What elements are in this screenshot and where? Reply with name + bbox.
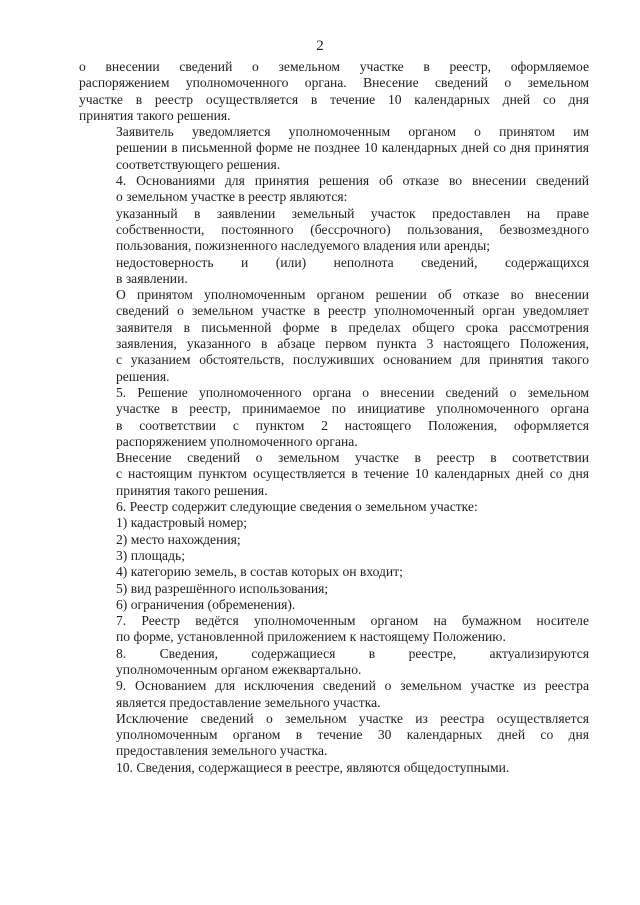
paragraph <box>79 255 589 288</box>
text-line: пользования, пожизненного наследуемого владения или аренды; <box>116 238 490 254</box>
text-line: с настоящим пунктом осуществляется в течение 10 календарных дней со дня <box>116 466 589 482</box>
text-line: решения. <box>116 368 170 384</box>
text-line: распоряжением уполномоченного органа. Внесение сведений о земельном <box>79 75 589 91</box>
paragraph <box>79 613 589 646</box>
paragraph <box>79 548 589 564</box>
text-line: 5) вид разрешённого использования; <box>116 580 329 596</box>
text-line: собственности, постоянного (бессрочного) пользования, безвозмездного <box>116 221 589 237</box>
text-line: 6. Реестр содержит следующие сведения о земельном участке: <box>116 499 478 515</box>
text-line: уполномоченным органом в течение 30 календарных дней со дня <box>116 727 589 743</box>
text-line: соответствующего решения. <box>116 156 281 172</box>
text-line: участке в реестр осуществляется в течение 10 календарных дней со дня <box>79 91 589 107</box>
paragraph <box>79 287 589 385</box>
text-line: 4. Основаниями для принятия решения об отказе во внесении сведений <box>116 173 589 189</box>
paragraph <box>79 515 589 531</box>
paragraph <box>79 532 589 548</box>
text-line: Внесение сведений о земельном участке в реестр в соответствии <box>116 450 589 466</box>
text-line: принятия такого решения. <box>79 107 231 123</box>
paragraph <box>79 124 589 173</box>
text-line: 4) категорию земель, в состав которых он входит; <box>116 564 403 580</box>
text-line: недостоверность и (или) неполнота сведений, содержащихся <box>116 254 589 270</box>
text-line: с указанием обстоятельств, послуживших основанием для принятия такого <box>116 352 589 368</box>
paragraph <box>79 581 589 597</box>
text-line: О принятом уполномоченным органом решении об отказе во внесении <box>116 287 589 303</box>
paragraph <box>79 385 589 450</box>
paragraph <box>79 597 589 613</box>
text-line: 2) место нахождения; <box>116 531 241 547</box>
text-line: 3) площадь; <box>116 547 185 563</box>
text-line: 6) ограничения (обременения). <box>116 596 296 612</box>
text-line: сведений о земельном участке в реестр уполномоченный орган уведомляет <box>116 303 589 319</box>
paragraph <box>79 59 589 124</box>
text-line: является предоставление земельного участка. <box>116 694 381 710</box>
text-line: предоставления земельного участка. <box>116 743 328 759</box>
text-line: решении в письменной форме не позднее 10 календарных дней со дня принятия <box>116 140 589 156</box>
document-body <box>79 59 589 776</box>
text-line: Заявитель уведомляется уполномоченным органом о принятом им <box>116 124 589 140</box>
text-line: распоряжением уполномоченного органа. <box>116 433 358 449</box>
text-line: по форме, установленной приложением к настоящему Положению. <box>116 629 506 645</box>
text-line: уполномоченным органом ежеквартально. <box>116 661 362 677</box>
text-line: заявителя в письменной форме в пределах общего срока рассмотрения <box>116 319 589 335</box>
text-line: 1) кадастровый номер; <box>116 515 248 531</box>
text-line: указанный в заявлении земельный участок предоставлен на праве <box>116 205 589 221</box>
paragraph <box>79 499 589 515</box>
text-line: 9. Основанием для исключения сведений о земельном участке из реестра <box>116 678 589 694</box>
text-line: заявления, указанного в абзаце первом пункта 3 настоящего Положения, <box>116 336 589 352</box>
text-line: 8. Сведения, содержащиеся в реестре, актуализируются <box>116 645 589 661</box>
page-number: 2 <box>316 38 324 54</box>
paragraph <box>79 711 589 760</box>
text-line: в соответствии с пунктом 2 настоящего Положения, оформляется <box>116 417 589 433</box>
text-line: о внесении сведений о земельном участке в реестр, оформляемое <box>79 59 589 74</box>
text-line: о земельном участке в реестр являются: <box>116 189 348 205</box>
text-line: в заявлении. <box>116 270 188 286</box>
text-line: 7. Реестр ведётся уполномоченным органом на бумажном носителе <box>116 613 589 629</box>
paragraph <box>79 206 589 255</box>
text-line: участке в реестр, принимаемое по инициативе уполномоченного органа <box>116 401 589 417</box>
paragraph <box>79 678 589 711</box>
text-line: 10. Сведения, содержащиеся в реестре, являются общедоступными. <box>116 759 510 775</box>
paragraph <box>79 760 589 776</box>
text-line: Исключение сведений о земельном участке из реестра осуществляется <box>116 710 589 726</box>
paragraph <box>79 646 589 679</box>
text-line: 5. Решение уполномоченного органа о внесении сведений о земельном <box>116 384 589 400</box>
paragraph <box>79 173 589 206</box>
paragraph <box>79 450 589 499</box>
text-line: принятия такого решения. <box>116 482 268 498</box>
paragraph <box>79 564 589 580</box>
